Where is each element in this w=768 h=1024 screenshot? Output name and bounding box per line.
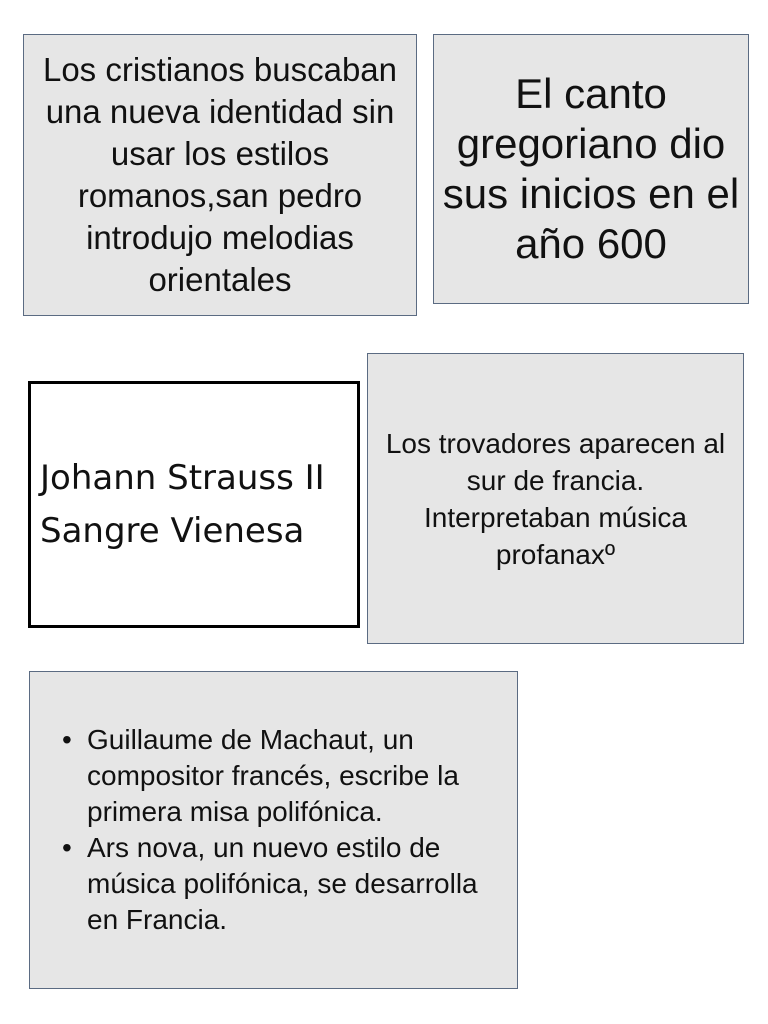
troubadours-card: [367, 353, 744, 644]
list-item: [62, 722, 503, 830]
strauss-card: [28, 381, 360, 628]
strauss-subtitle: Sangre Vienesa: [40, 510, 305, 551]
christians-card: [23, 34, 417, 316]
bullet-list: [62, 722, 503, 938]
gregorian-chant-text: El canto gregoriano dio sus inicios en el año 600: [442, 70, 740, 267]
troubadours-text: Los trovadores aparecen al sur de francia. Interpretaban música profanaxº: [385, 427, 726, 570]
list-item-text: Ars nova, un nuevo estilo de música polifónica, se desarrolla en Francia.: [87, 832, 478, 935]
gregorian-chant-card: [433, 34, 749, 304]
christians-text: Los cristianos buscaban una nueva identidad sin usar los estilos romanos,san pedro introdujo melodias orientales: [42, 51, 398, 298]
list-item: [62, 830, 503, 938]
bullet-icon: •: [62, 832, 72, 863]
bullet-icon: •: [62, 724, 72, 755]
bullet-list-card: [29, 671, 518, 989]
list-item-text: Guillaume de Machaut, un compositor francés, escribe la primera misa polifónica.: [87, 724, 459, 827]
strauss-title: Johann Strauss II: [40, 457, 325, 498]
